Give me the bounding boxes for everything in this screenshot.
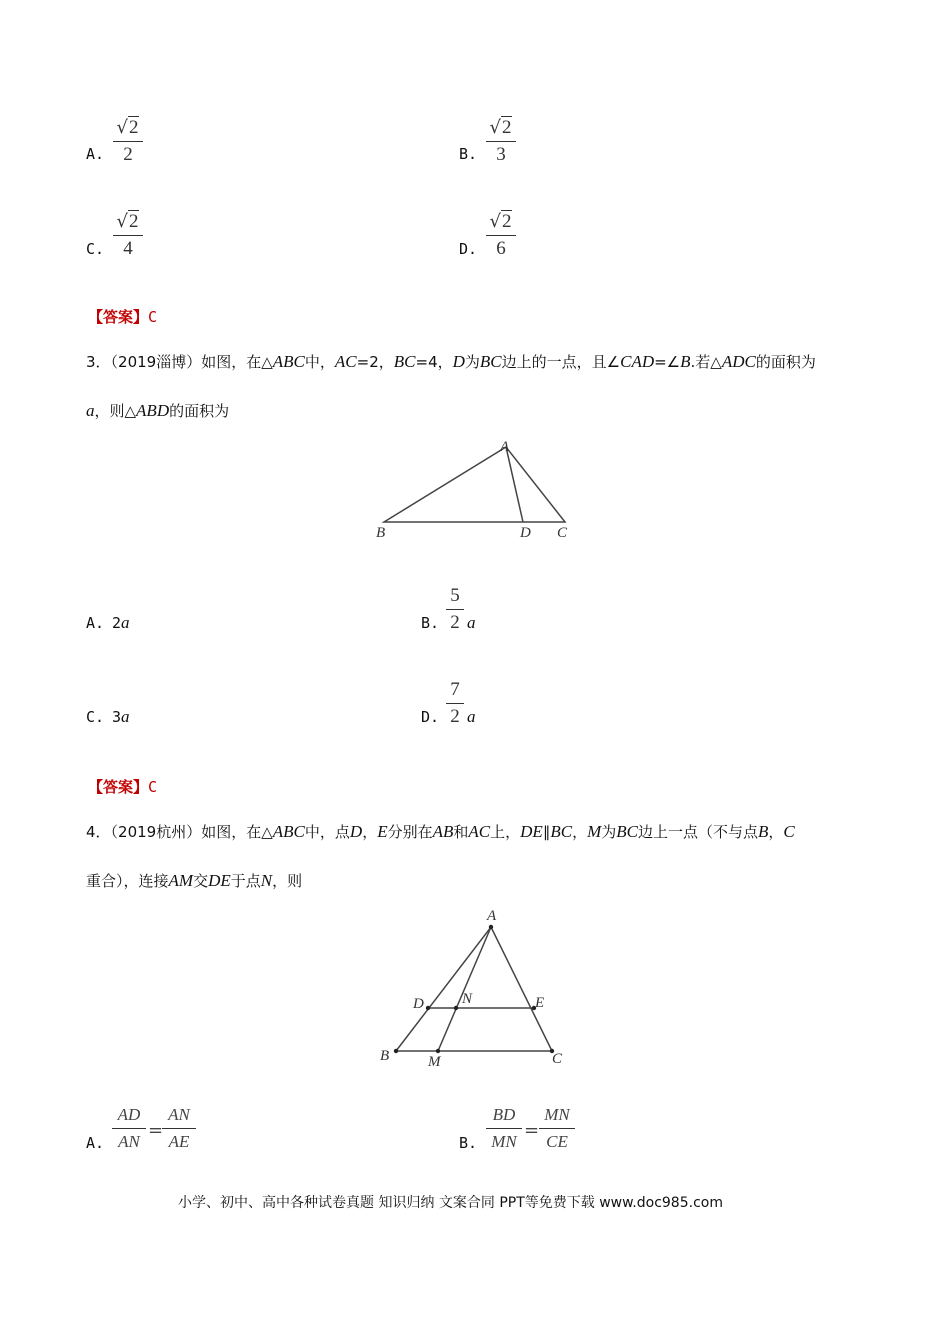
numerator: AD	[117, 1105, 141, 1124]
fraction	[446, 680, 464, 727]
text: 中，点	[304, 823, 350, 841]
radicand: 2	[128, 117, 139, 138]
radicand: 2	[501, 117, 512, 138]
text: =4，	[415, 353, 453, 371]
answer-label: 【答案】	[88, 778, 149, 796]
q4-figure	[370, 900, 580, 1072]
segment-am	[438, 927, 491, 1051]
var: DE	[208, 871, 231, 890]
numerator: 5	[450, 585, 460, 606]
label-e: E	[535, 995, 545, 1011]
var: BC	[616, 822, 638, 841]
q3-line2	[86, 400, 229, 421]
var: AC	[334, 352, 357, 371]
var: AB	[432, 822, 454, 841]
var: ABC	[272, 822, 305, 841]
var: B	[680, 352, 691, 371]
question-source: （2019杭州）	[110, 823, 202, 841]
label-m: M	[428, 1054, 441, 1070]
denominator: 2	[123, 144, 133, 165]
text: 为	[601, 823, 617, 841]
var: BC	[479, 352, 502, 371]
var: CAD	[620, 352, 655, 371]
text: =∠	[654, 353, 681, 371]
answer-label: 【答案】	[88, 308, 149, 326]
text: 交	[193, 872, 209, 890]
text: 的面积为	[755, 353, 816, 371]
denominator: 3	[496, 144, 506, 165]
q3-answer	[88, 776, 157, 797]
var: a	[86, 401, 95, 420]
page-footer: 小学、初中、高中各种试卷真题 知识归纳 文案合同 PPT等免费下载 www.doc985.com	[178, 1195, 723, 1211]
answer-value: C	[148, 778, 158, 796]
variable: a	[467, 613, 476, 632]
variable: a	[121, 613, 130, 632]
option-label: B.	[459, 145, 478, 163]
radicand: 2	[128, 211, 139, 232]
point-d	[426, 1006, 430, 1010]
var: BC	[393, 352, 416, 371]
text: 边上的一点，且∠	[501, 353, 621, 371]
fraction-left	[486, 1105, 522, 1152]
fraction-right	[539, 1105, 575, 1152]
numerator: 7	[450, 679, 460, 700]
question-number: 4．	[86, 823, 111, 841]
q3-figure	[370, 436, 580, 546]
variable: a	[467, 707, 476, 726]
equals-sign: =	[524, 1120, 540, 1141]
label-a: A	[500, 439, 510, 455]
text: ∥	[542, 823, 551, 841]
fraction: √2 2	[113, 118, 143, 165]
text: 如图，在△	[201, 823, 273, 841]
radicand: 2	[501, 211, 512, 232]
option-label: D.	[421, 708, 440, 726]
var: DE	[520, 822, 543, 841]
option-label: A.	[86, 145, 105, 163]
var: M	[587, 822, 602, 841]
var: C	[783, 822, 795, 841]
text: .若△	[690, 353, 722, 371]
label-n: N	[462, 991, 473, 1007]
numerator: AN	[168, 1105, 190, 1124]
option-value: 2	[112, 614, 122, 632]
text: ，	[362, 823, 378, 841]
var: D	[349, 822, 363, 841]
denominator: 6	[496, 238, 506, 259]
q3-line1	[86, 351, 816, 372]
numerator: MN	[544, 1105, 570, 1124]
fraction: √2 4	[113, 212, 143, 259]
denominator: AN	[118, 1132, 140, 1151]
text: 的面积为	[169, 402, 230, 420]
text: =2，	[356, 353, 394, 371]
option-label: C.	[86, 240, 105, 258]
text: ，	[572, 823, 588, 841]
text: ，则	[272, 872, 303, 890]
denominator: AE	[168, 1132, 190, 1151]
label-a: A	[487, 908, 497, 924]
var: BC	[550, 822, 573, 841]
denominator: MN	[491, 1132, 517, 1151]
text: 分别在	[387, 823, 433, 841]
var: ABC	[272, 352, 305, 371]
triangle-abc	[396, 927, 552, 1051]
option-label: D.	[459, 240, 478, 258]
denominator: 2	[450, 706, 460, 727]
option-label: C.	[86, 708, 105, 726]
point-n	[454, 1006, 458, 1010]
question-number: 3．	[86, 353, 111, 371]
option-label: B.	[421, 614, 440, 632]
numerator: BD	[492, 1105, 516, 1124]
point-m	[436, 1049, 440, 1053]
q4-line2	[86, 870, 302, 891]
var: N	[260, 871, 273, 890]
var: D	[452, 352, 465, 371]
var: ABD	[136, 401, 170, 420]
var: ADC	[721, 352, 756, 371]
var: AM	[168, 871, 194, 890]
label-b: B	[380, 1048, 390, 1064]
point-a	[489, 925, 493, 929]
label-d: D	[520, 525, 531, 541]
var: E	[377, 822, 388, 841]
denominator: CE	[546, 1132, 568, 1151]
fraction-right	[162, 1105, 196, 1152]
fraction: √2 6	[486, 212, 516, 259]
option-value: 3	[112, 708, 122, 726]
label-c: C	[557, 525, 568, 541]
variable: a	[121, 707, 130, 726]
label-d: D	[413, 996, 424, 1012]
label-c: C	[552, 1051, 563, 1067]
var: AC	[468, 822, 491, 841]
label-b: B	[376, 525, 386, 541]
denominator: 2	[450, 612, 460, 633]
text: 为	[464, 353, 480, 371]
q4-line1	[86, 821, 795, 842]
text: 上，	[490, 823, 521, 841]
fraction	[446, 586, 464, 633]
q2-answer	[88, 306, 157, 327]
text: 重合），连接	[86, 872, 169, 890]
text: 和	[453, 823, 469, 841]
text: 中，	[304, 353, 335, 371]
question-source: （2019淄博）	[110, 353, 202, 371]
fraction: √2 3	[486, 118, 516, 165]
text: ，	[768, 823, 784, 841]
point-b	[394, 1049, 398, 1053]
answer-value: C	[148, 308, 158, 326]
var: B	[758, 822, 769, 841]
option-label: A.	[86, 614, 105, 632]
text: 于点	[230, 872, 261, 890]
triangle-abc	[384, 447, 565, 522]
fraction-left	[112, 1105, 146, 1152]
text: 如图，在△	[201, 353, 273, 371]
option-label: B.	[459, 1134, 478, 1152]
denominator: 4	[123, 238, 133, 259]
option-label: A.	[86, 1134, 105, 1152]
equals-sign: =	[148, 1120, 164, 1141]
text: ，则△	[94, 402, 137, 420]
text: 边上一点（不与点	[638, 823, 759, 841]
